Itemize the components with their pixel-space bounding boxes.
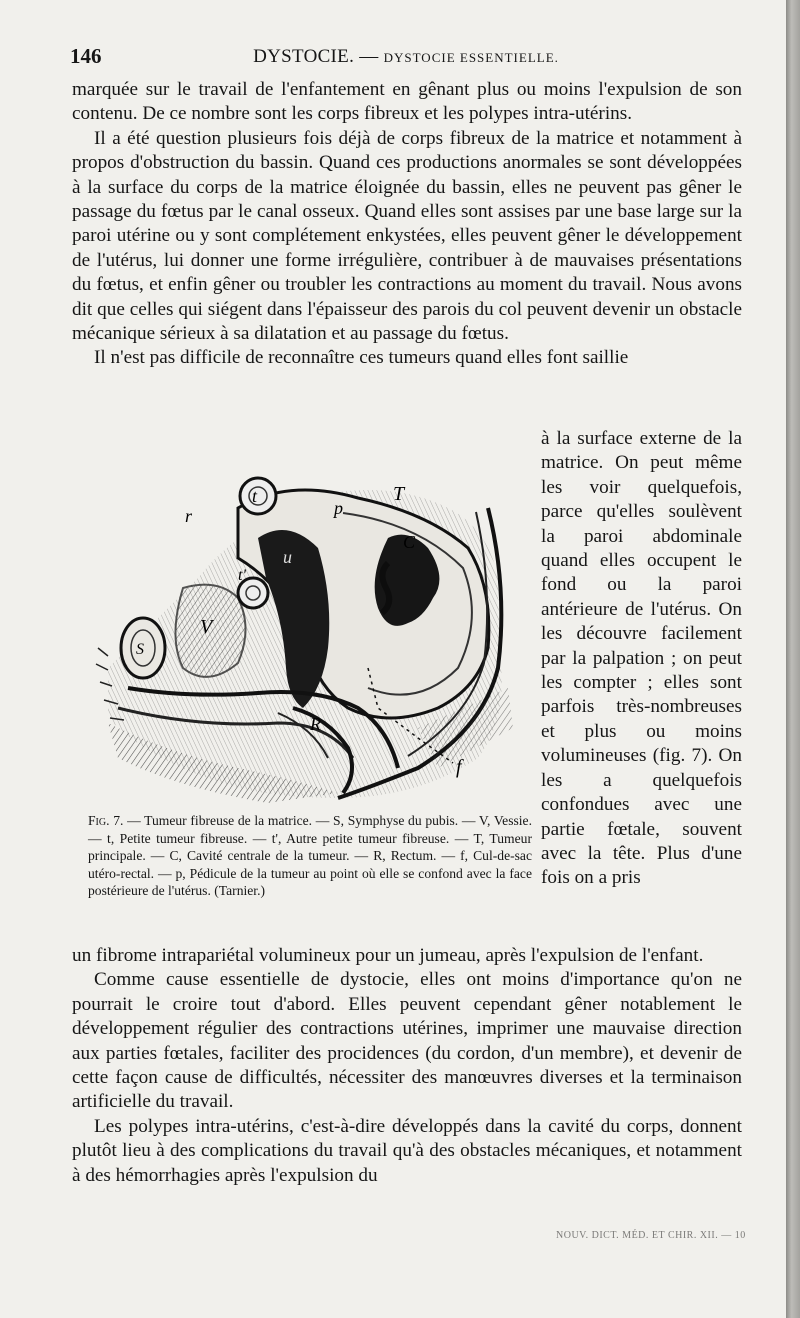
- paragraph-1: marquée sur le travail de l'enfantement en gênant plus ou moins l'expulsion de son contenu. De ce nombre sont les corps fibreux et les polypes intra-utérins.: [72, 79, 742, 125]
- page-edge: [786, 0, 800, 1318]
- label-p: p: [334, 498, 343, 518]
- label-R: R: [310, 714, 321, 734]
- paragraph-3-rest: un fibrome intrapariétal volumineux pour un jumeau, après l'expulsion de l'enfant.: [72, 945, 704, 966]
- small-tumor-t: [240, 478, 276, 514]
- label-t-prime: t': [238, 567, 246, 584]
- label-S: S: [136, 641, 144, 658]
- label-C: C: [403, 532, 416, 552]
- signature-mark: NOUV. DICT. MÉD. ET CHIR. XII. — 10: [556, 1230, 746, 1241]
- paragraph-3-first-line: Il n'est pas difficile de reconnaître ces tumeurs quand elles font saillie: [94, 347, 629, 369]
- body-text-bottom: [72, 944, 742, 1188]
- label-T: T: [393, 483, 405, 505]
- label-u: u: [283, 547, 292, 567]
- page-number: 146: [70, 44, 102, 68]
- label-V: V: [200, 616, 213, 638]
- paragraph-4: Comme cause essentielle de dystocie, elles ont moins d'importance qu'on ne pourrait le croire tout d'abord. Elles peuvent cependant gêner notablement le développement régulier des contractions utérines, imprimer une mauvaise direction aux parties fœtales, faciliter des procidences (du cordon, d'un membre), et devenir de cette façon cause de difficultés, nécessiter des manœuvres diverses et la terminaison artificielle du travail.: [72, 969, 742, 1113]
- running-head-subtitle: DYSTOCIE ESSENTIELLE.: [383, 50, 559, 65]
- running-head-title: DYSTOCIE.: [253, 46, 355, 67]
- label-f: f: [456, 756, 462, 778]
- anatomical-figure: [88, 468, 528, 808]
- figure-illustration: [88, 468, 528, 808]
- label-t: t: [252, 486, 258, 506]
- running-head-separator: —: [359, 46, 379, 67]
- paragraph-3-column: à la surface externe de la matrice. On peut même les voir quelquefois, parce qu'elles soulèvent la paroi abdominale quand elles occupent le fond ou la paroi antérieure de l'utérus. On les découvre facilement par la palpation ; on peut les compter ; elles sont parfois très-nombreuses et plus ou moins volumineuses (fig. 7). On les a quelquefois confondues avec une partie fœtale, souvent avec la tête. Plus d'une fois on a pris: [541, 428, 742, 889]
- running-head: [70, 46, 742, 68]
- figure-caption-label: Fig. 7.: [88, 813, 124, 828]
- paragraph-5: Les polypes intra-utérins, c'est-à-dire développés dans la cavité du corps, donnent plutôt lieu à des complications du travail qu'à des obstacles mécaniques, et notamment à des hémorrhagies après l'expulsion du: [72, 1115, 742, 1186]
- paragraph-2: Il a été question plusieurs fois déjà de corps fibreux de la matrice et notamment à propos d'obstruction du bassin. Quand ces productions anormales se sont développées à la surface du corps de la matrice éloignée du bassin, elles ne peuvent pas gêner le passage du fœtus par le canal osseux. Quand elles sont assises par une base large sur la paroi utérine ou y sont complétement enkystées, elles peuvent gêner le développement de l'utérus, lui donner une forme irrégulière, contribuer à de mauvaises présentations du fœtus, et enfin gêner ou troubler les contractions au moment du travail. Nous avons dit que celles qui siégent dans l'épaisseur des parois du col peuvent devenir un obstacle mécanique sérieux à sa dilatation et au passage du fœtus.: [72, 127, 742, 345]
- figure-caption: [88, 812, 532, 900]
- page-header: [70, 44, 742, 74]
- label-r: r: [185, 506, 193, 526]
- figure-caption-text: — Tumeur fibreuse de la matrice. — S, Symphyse du pubis. — V, Vessie. — t, Petite tumeur fibreuse. — t', Autre petite tumeur fibreuse. — T, Tumeur principale. — C, Cavité centrale de la tumeur. — R, Rectum. — f, Cul-de-sac utéro-rectal. — p, Pédicule de la tumeur au point où elle se confond avec la face postérieure de l'utérus. (Tarnier.): [88, 813, 532, 899]
- body-text-top: [72, 78, 742, 371]
